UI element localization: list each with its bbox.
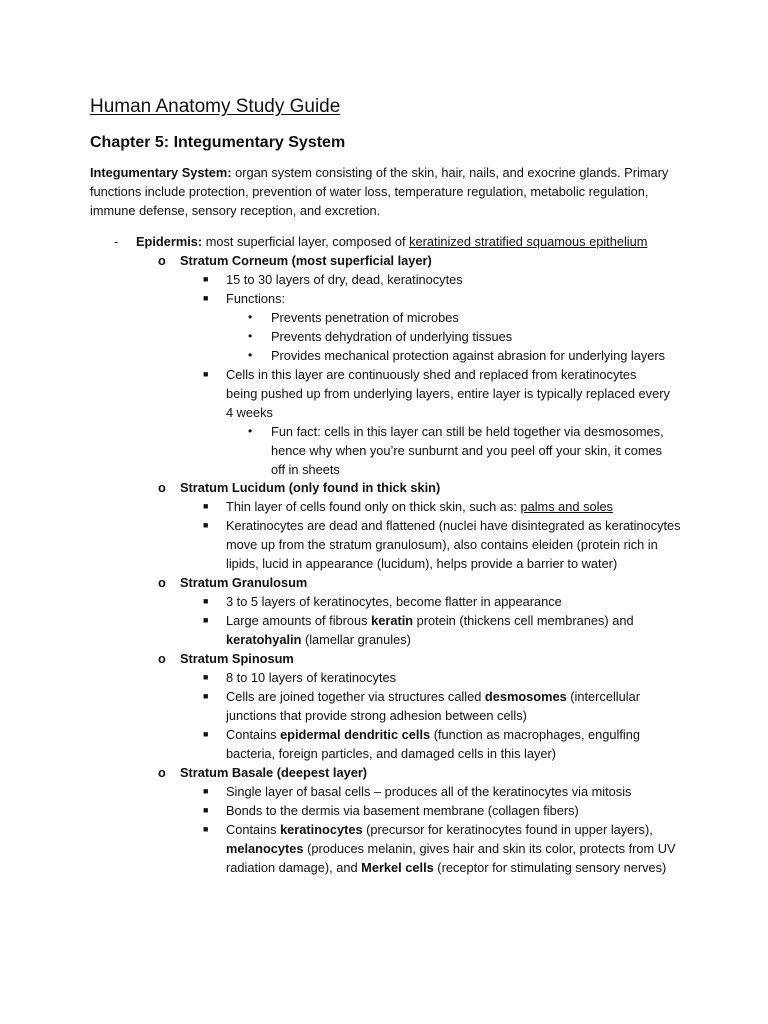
basale-text-3c: (precursor for keratinocytes found in upper layers), [362, 822, 653, 837]
lucidum-point-1 [226, 497, 613, 516]
basale-text-3a: Contains [226, 822, 281, 837]
spinosum-text-a: Cells are joined together via structures called [226, 689, 485, 704]
corneum-function-1: Prevents penetration of microbes [271, 310, 459, 325]
circle-bullet: o [158, 480, 166, 495]
basale-text-3g: (receptor for stimulating sensory nerves) [433, 860, 667, 875]
lucidum-heading: Stratum Lucidum (only found in thick skin) [180, 480, 441, 495]
epidermis-item [136, 232, 647, 251]
keratohyalin-term: keratohyalin [226, 632, 302, 647]
chapter-heading: Chapter 5: Integumentary System [90, 134, 346, 151]
intro-text: organ system consisting of the skin, hair, nails, and exocrine glands. Primary functions include protection, prevention of water loss, temperature regulation, metabolic regulation, immune defense, sensory reception, and excretion. [90, 165, 669, 218]
square-bullet: ■ [203, 369, 209, 379]
granulosum-point-2 [226, 611, 646, 649]
epidermis-link-text: keratinized stratified squamous epithelium [409, 234, 648, 249]
melanocytes-term: melanocytes [226, 841, 304, 856]
document-title: Human Anatomy Study Guide [90, 96, 341, 117]
circle-bullet: o [158, 575, 166, 590]
dot-bullet: • [248, 310, 253, 324]
circle-bullet: o [158, 651, 166, 666]
corneum-function-2: Prevents dehydration of underlying tissues [271, 329, 513, 344]
spinosum-text-c: (intercellular junctions that provide strong adhesion between cells) [226, 689, 640, 723]
dendritic-cells-term: epidermal dendritic cells [280, 727, 431, 742]
corneum-function-3: Provides mechanical protection against abrasion for underlying layers [271, 348, 666, 363]
merkel-cells-term: Merkel cells [361, 860, 434, 875]
spinosum-point-3 [226, 725, 646, 763]
intro-paragraph [90, 163, 670, 220]
spinosum-text-3a: Contains [226, 727, 281, 742]
basale-point-3 [226, 820, 676, 877]
lucidum-point-2: Keratinocytes are dead and flattened (nuclei have disintegrated as keratinocytes move up from the stratum granulosum), also contains eleiden (protein rich in lipids, lucid in appearance (lucidum), helps provide a barrier to water) [226, 518, 681, 571]
basale-point-1: Single layer of basal cells – produces all of the keratinocytes via mitosis [226, 784, 632, 799]
corneum-point-2: Functions: [226, 291, 286, 306]
granulosum-text-c: protein (thickens cell membranes) and [413, 613, 634, 628]
square-bullet: ■ [203, 824, 209, 834]
dot-bullet: • [248, 348, 253, 362]
spinosum-point-1: 8 to 10 layers of keratinocytes [226, 670, 397, 685]
palms-and-soles-text: palms and soles [520, 499, 613, 514]
square-bullet: ■ [203, 274, 209, 284]
lucidum-point-1-text: Thin layer of cells found only on thick skin, such as: [226, 499, 521, 514]
granulosum-text-a: Large amounts of fibrous [226, 613, 372, 628]
epidermis-term: Epidermis: [136, 234, 203, 249]
spinosum-text-3c: (function as macrophages, engulfing bacteria, foreign particles, and damaged cells in this layer) [226, 727, 640, 761]
corneum-fun-fact: Fun fact: cells in this layer can still be held together via desmosomes, hence why when you’re sunburnt and you peel off your skin, it comes off in sheets [271, 424, 664, 477]
desmosomes-term: desmosomes [484, 689, 567, 704]
basale-text-3e: (produces melanin, gives hair and skin its color, protects from UV radiation damage), and [226, 841, 676, 875]
square-bullet: ■ [203, 615, 209, 625]
basale-heading: Stratum Basale (deepest layer) [180, 765, 368, 780]
square-bullet: ■ [203, 596, 209, 606]
circle-bullet: o [158, 253, 166, 268]
basale-point-2: Bonds to the dermis via basement membrane (collagen fibers) [226, 803, 579, 818]
square-bullet: ■ [203, 672, 209, 682]
square-bullet: ■ [203, 805, 209, 815]
corneum-point-1: 15 to 30 layers of dry, dead, keratinocytes [226, 272, 463, 287]
spinosum-heading: Stratum Spinosum [180, 651, 294, 666]
spinosum-point-2 [226, 687, 646, 725]
corneum-heading: Stratum Corneum (most superficial layer) [180, 253, 432, 268]
intro-term: Integumentary System: [90, 165, 232, 180]
granulosum-text-e: (lamellar granules) [301, 632, 411, 647]
granulosum-heading: Stratum Granulosum [180, 575, 308, 590]
keratinocytes-term: keratinocytes [280, 822, 363, 837]
corneum-point-3: Cells in this layer are continuously shed and replaced from keratinocytes being pushed up from underlying layers, entire layer is typically replaced every 4 weeks [226, 367, 670, 420]
square-bullet: ■ [203, 691, 209, 701]
square-bullet: ■ [203, 520, 209, 530]
circle-bullet: o [158, 765, 166, 780]
square-bullet: ■ [203, 729, 209, 739]
epidermis-text: most superficial layer, composed of [202, 234, 410, 249]
dot-bullet: • [248, 329, 253, 343]
keratin-term: keratin [371, 613, 414, 628]
granulosum-point-1: 3 to 5 layers of keratinocytes, become flatter in appearance [226, 594, 562, 609]
square-bullet: ■ [203, 501, 209, 511]
dash-bullet: - [114, 234, 119, 249]
dot-bullet: • [248, 424, 253, 438]
square-bullet: ■ [203, 293, 209, 303]
square-bullet: ■ [203, 786, 209, 796]
